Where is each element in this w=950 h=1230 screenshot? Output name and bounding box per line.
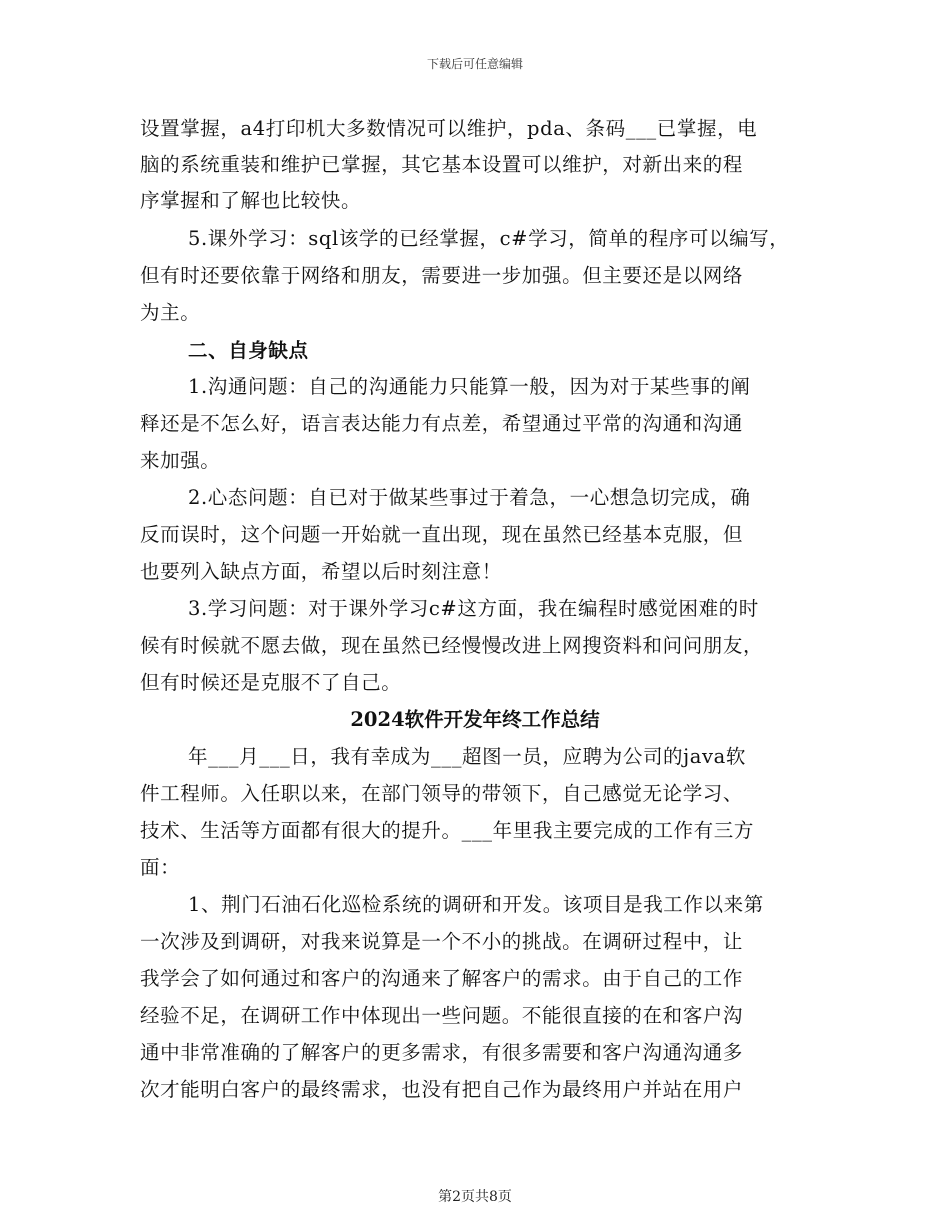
- body-line: 释还是不怎么好，语言表达能力有点差，希望通过平常的沟通和沟通: [140, 412, 744, 435]
- body-line: 一次涉及到调研，对我来说算是一个不小的挑战。在调研过程中，让: [140, 930, 744, 953]
- body-line: 次才能明白客户的最终需求，也没有把自己作为最终用户并站在用户: [140, 1078, 744, 1101]
- section-heading: 二、自身缺点: [188, 339, 309, 362]
- body-line: 反而误时，这个问题一开始就一直出现，现在虽然已经基本克服，但: [140, 523, 744, 546]
- body-line: 1、荆门石油石化巡检系统的调研和开发。该项目是我工作以来第: [188, 893, 764, 916]
- body-line: 为主。: [140, 301, 201, 324]
- body-line: 也要列入缺点方面，希望以后时刻注意！: [140, 560, 502, 583]
- page-footer: 第2页共8页: [438, 1189, 512, 1205]
- body-line: 但有时候还是克服不了自己。: [140, 671, 402, 694]
- page-header: 下载后可任意编辑: [426, 57, 523, 71]
- body-line: 1.沟通问题：自己的沟通能力只能算一般，因为对于某些事的阐: [188, 375, 751, 398]
- body-line: 候有时候就不愿去做，现在虽然已经慢慢改进上网搜资料和问问朋友，: [140, 634, 764, 657]
- body-line: 通中非常准确的了解客户的更多需求，有很多需要和客户沟通沟通多: [140, 1041, 744, 1064]
- body-line: 2.心态问题：自已对于做某些事过于着急，一心想急切完成，确: [188, 486, 751, 509]
- body-line: 序掌握和了解也比较快。: [140, 189, 362, 212]
- body-line: 设置掌握，a4打印机大多数情况可以维护，pda、条码___已掌握，电: [140, 117, 758, 140]
- document-title: 2024软件开发年终工作总结: [350, 708, 600, 731]
- body-line: 我学会了如何通过和客户的沟通来了解客户的需求。由于自己的工作: [140, 967, 744, 990]
- body-line: 但有时还要依靠于网络和朋友，需要进一步加强。但主要还是以网络: [140, 264, 744, 287]
- body-line: 件工程师。入任职以来，在部门领导的带领下，自己感觉无论学习、: [140, 782, 744, 805]
- body-line: 年___月___日，我有幸成为___超图一员，应聘为公司的java软: [188, 745, 746, 768]
- body-line: 技术、生活等方面都有很大的提升。___年里我主要完成的工作有三方: [140, 819, 754, 842]
- body-line: 脑的系统重装和维护已掌握，其它基本设置可以维护，对新出来的程: [140, 153, 744, 176]
- body-line: 经验不足，在调研工作中体现出一些问题。不能很直接的在和客户沟: [140, 1004, 744, 1027]
- body-line: 面：: [140, 856, 181, 879]
- body-line: 5.课外学习：sql该学的已经掌握，c#学习，简单的程序可以编写，: [188, 227, 790, 250]
- body-line: 来加强。: [140, 449, 221, 472]
- body-line: 3.学习问题：对于课外学习c#这方面，我在编程时感觉困难的时: [188, 597, 759, 620]
